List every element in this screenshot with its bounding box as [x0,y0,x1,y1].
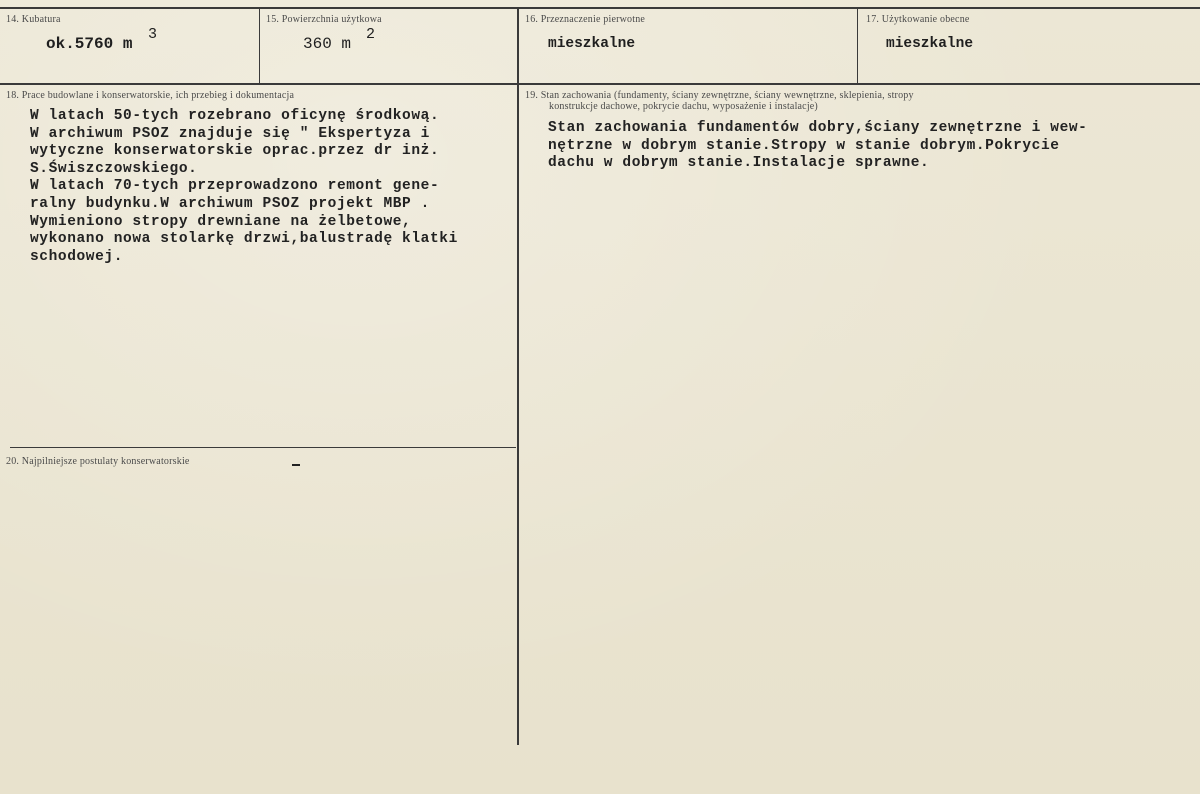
field-18-label: 18. Prace budowlane i konserwatorskie, ich przebieg i dokumentacja [6,90,295,101]
field-14-exponent: 3 [148,26,158,43]
field-14-label: 14. Kubatura [6,14,61,25]
field-19-text [548,120,1087,173]
field-15-exponent: 2 [366,26,376,43]
column-divider-3 [857,8,858,84]
field-18-line: W latach 50-tych rozebrano oficynę środkową. [30,108,440,124]
field-17-label: 17. Użytkowanie obecne [866,14,970,25]
field-19-line: Stan zachowania fundamentów dobry,ściany zewnętrzne i wew- [548,120,1088,136]
field-20-dash [292,464,300,466]
top-border-line [0,7,1200,9]
field-18-line: wytyczne konserwatorskie oprac.przez dr inż. [30,143,440,160]
field-16-label: 16. Przeznaczenie pierwotne [525,14,646,25]
row-divider-line [0,83,1200,85]
column-divider-1 [259,8,260,84]
field-19-line: nętrzne w dobrym stanie.Stropy w stanie dobrym.Pokrycie [548,137,1060,154]
section-divider-line [10,447,516,448]
field-18-line: W archiwum PSOZ znajduje się " Ekspertyza i [30,125,430,142]
field-14-value: ok.5760 m [46,35,133,53]
field-16-value: mieszkalne [548,36,636,52]
field-18-line: schodowej. [30,248,124,265]
field-18-line: W latach 70-tych przeprowadzono remont gene- [30,178,440,195]
field-18-line: Wymieniono stropy drewniane na żelbetowe, [30,213,412,230]
field-18-text [30,108,458,266]
field-19-label-line-2: konstrukcje dachowe, pokrycie dachu, wyposażenie i instalacje) [549,101,818,112]
field-20-label: 20. Najpilniejsze postulaty konserwatorskie [6,456,190,467]
column-divider-2 [517,8,519,745]
field-15-value: 360 m [303,35,352,53]
field-19-line: dachu w dobrym stanie.Instalacje sprawne. [548,155,930,172]
field-19-label-line-1: 19. Stan zachowania (fundamenty, ściany zewnętrzne, ściany wewnętrzne, sklepienia, stropy [525,90,914,101]
field-15-label: 15. Powierzchnia użytkowa [266,14,382,25]
field-18-line: wykonano nowa stolarkę drzwi,balustradę klatki [30,231,458,248]
field-18-line: S.Świszczowskiego. [30,160,198,177]
field-17-value: mieszkalne [886,36,974,52]
field-18-line: ralny budynku.W archiwum PSOZ projekt MBP . [30,195,430,212]
